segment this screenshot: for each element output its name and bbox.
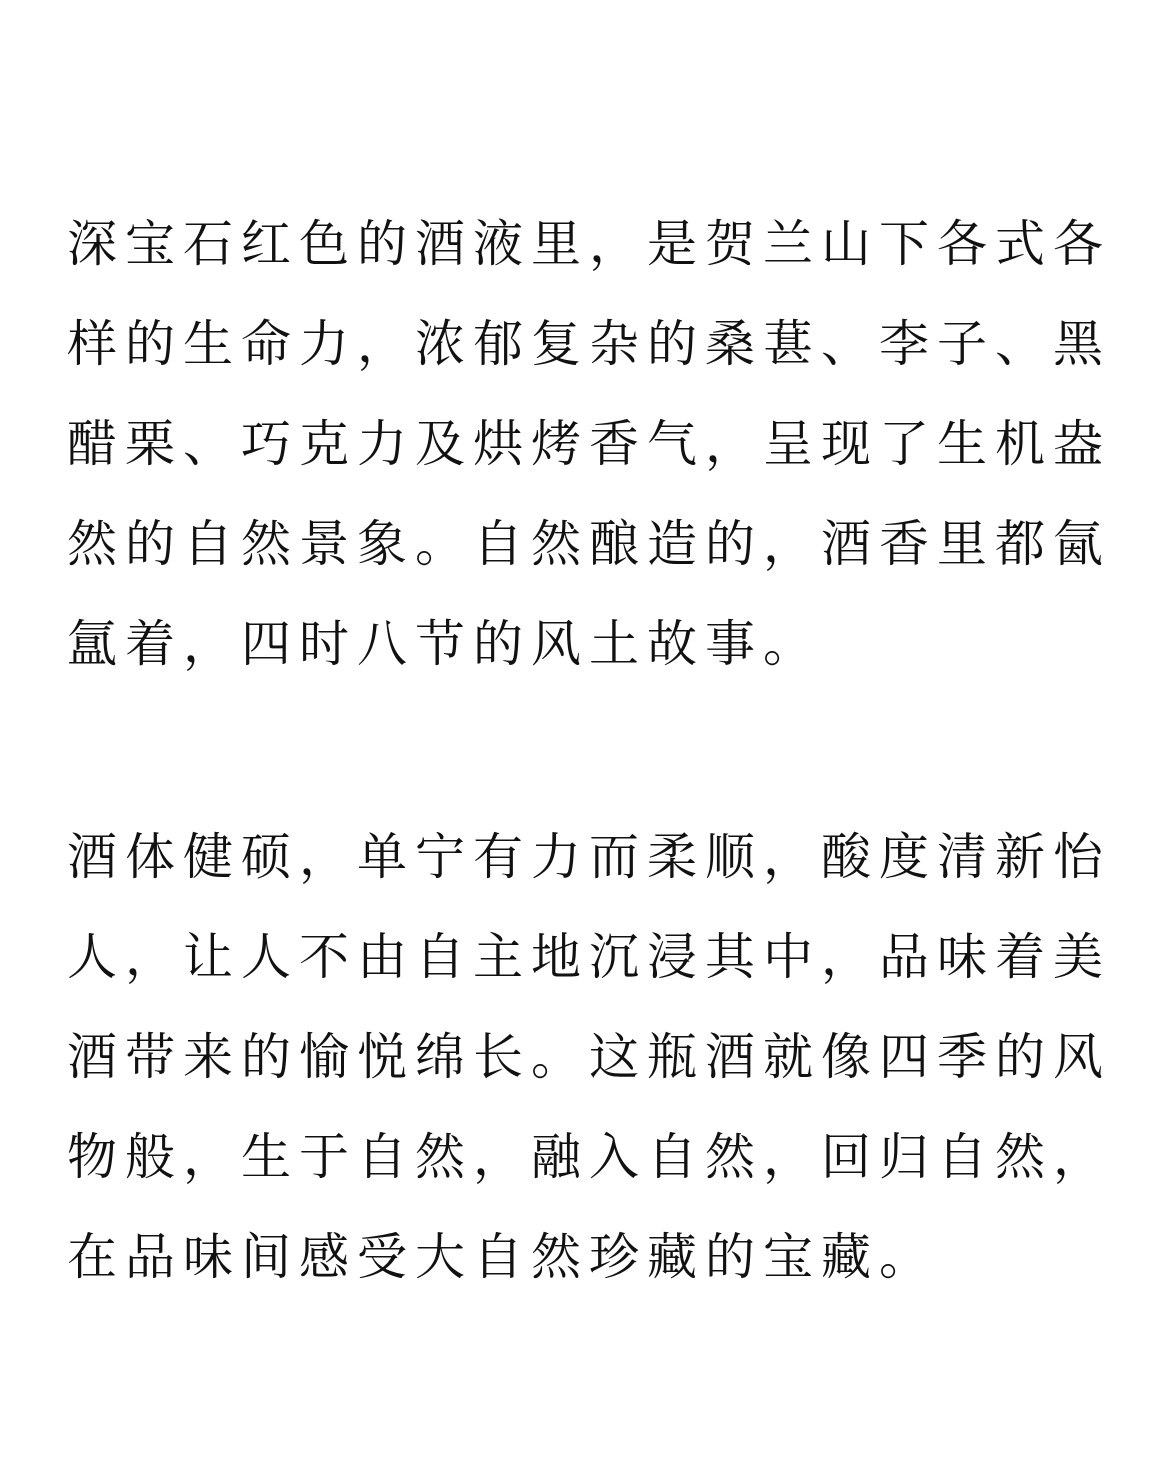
text-line: 氲着，四时八节的风土故事。 [67,615,821,673]
text-line: 然的自然景象。自然酿造的，酒香里都氤 [67,515,1111,573]
paragraph-tasting-notes [67,194,1117,694]
paragraph-palate [67,807,1117,1307]
text-line: 酒带来的愉悦绵长。这瓶酒就像四季的风 [67,1028,1111,1086]
text-line: 醋栗、巧克力及烘烤香气，呈现了生机盎 [67,415,1111,473]
text-line: 深宝石红色的酒液里，是贺兰山下各式各 [67,215,1111,273]
text-line: 人，让人不由自主地沉浸其中，品味着美 [67,928,1111,986]
text-line: 样的生命力，浓郁复杂的桑葚、李子、黑 [67,315,1111,373]
text-line: 物般，生于自然，融入自然，回归自然， [67,1128,1111,1186]
text-line: 在品味间感受大自然珍藏的宝藏。 [67,1228,937,1286]
text-line: 酒体健硕，单宁有力而柔顺，酸度清新怡 [67,828,1111,886]
